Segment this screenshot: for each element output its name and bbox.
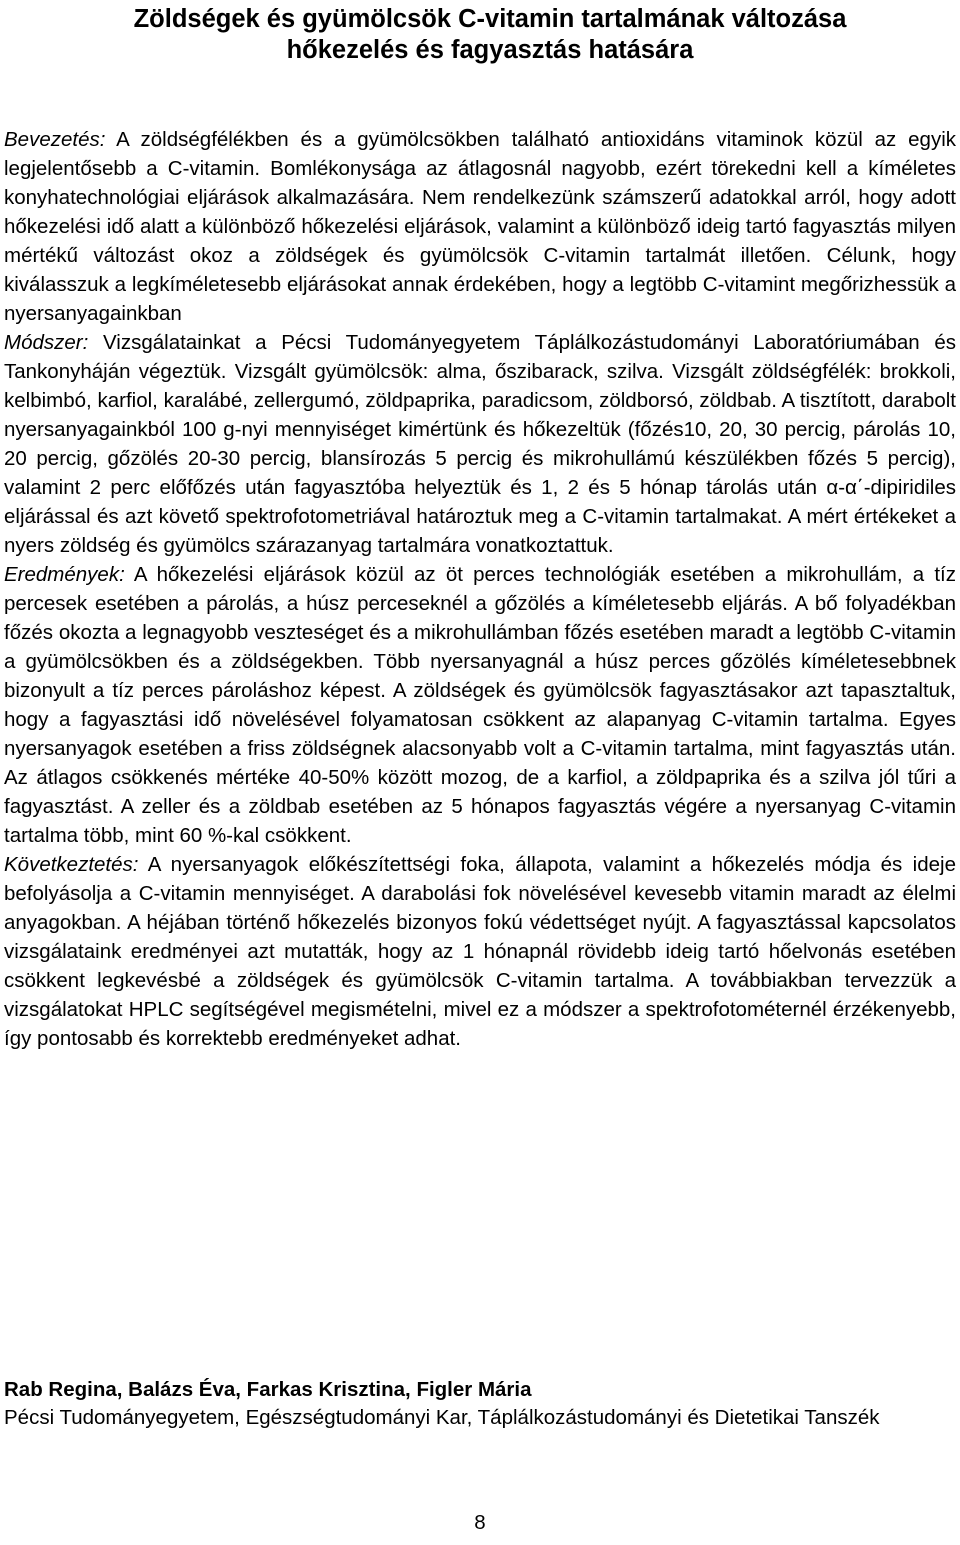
- title-line-2: hőkezelés és fagyasztás hatására: [286, 36, 694, 64]
- authors: Rab Regina, Balázs Éva, Farkas Krisztina, Figler Mária: [4, 1378, 532, 1401]
- conclusion-text: A nyersanyagok előkészítettségi foka, állapota, valamint a hőkezelés módja és ideje befolyásolja a C-vitamin mennyiséget. A darabolási fok növelésével kevesebb vitamin maradt az élelmi anyagokban. A héjában történő hőkezelés bizonyos fokú védettséget nyújt. A fagyasztással kapcsolatos vizsgálataink eredményei azt mutatták, hogy az 1 hónapnál rövidebb ideig tartó hőelvonás esetében csökkent legkevésbé a zöldségek és gyümölcsök C-vitamin tartalma. A továbbiakban tervezzük a vizsgálatokat HPLC segítségével megismételni, mivel ez a módszer a spektrofotométernél érzékenyebb, így pontosabb és korrektebb eredményeket adhat.: [4, 853, 956, 1050]
- method-text: Vizsgálatainkat a Pécsi Tudományegyetem Táplálkozástudományi Laboratóriumában és Tankonyháján végeztük. Vizsgált gyümölcsök: alma, őszibarack, szilva. Vizsgált zöldségfélék: brokkoli, kelbimbó, karfiol, karalábé, zellergumó, zöldpaprika, paradicsom, zöldborsó, zöldbab. A tisztított, darabolt nyersanyagainkból 100 g-nyi mennyiséget kimértünk és hőkezeltük (főzés10, 20, 30 percig, párolás 10, 20 percig, gőzölés 20-30 percig, blansírozás 5 percig és mikrohullámú készülékben főzés 5 percig), valamint 2 perc előfőzés után fagyasztóba helyeztük és 1, 2 és 5 hónap tárolás után α-α΄-dipiridiles eljárással és azt követő spektrofotometriával határoztuk meg a C-vitamin tartalmakat. A mért értékeket a nyers zöldség és gyümölcs szárazanyag tartalmára vonatkoztattuk.: [4, 331, 956, 557]
- abstract-body: [4, 125, 956, 1053]
- title-line-1: Zöldségek és gyümölcsök C-vitamin tartalmának változása: [133, 5, 847, 33]
- conclusion-label: Következtetés:: [4, 853, 139, 876]
- method-label: Módszer:: [4, 331, 89, 354]
- introduction-label: Bevezetés:: [4, 128, 106, 151]
- document-title: [50, 4, 930, 66]
- affiliation: Pécsi Tudományegyetem, Egészségtudományi Kar, Táplálkozástudományi és Dietetikai Tanszék: [4, 1406, 880, 1429]
- introduction-text: A zöldségfélékben és a gyümölcsökben található antioxidáns vitaminok közül az egyik legjelentősebb a C-vitamin. Bomlékonysága az átlagosnál nagyobb, ezért törekedni kell a kíméletes konyhatechnológiai eljárások alkalmazására. Nem rendelkezünk számszerű adatokkal arról, hogy adott hőkezelési idő alatt a különböző hőkezelési eljárások, valamint a különböző ideig tartó fagyasztás milyen mértékű változást okoz a zöldségek és gyümölcsök C-vitamin tartalmát illetően. Célunk, hogy kiválasszuk a legkíméletesebb eljárásokat annak érdekében, hogy a legtöbb C-vitamint megőrizhessük a nyersanyagainkban: [4, 128, 956, 325]
- results-text: A hőkezelési eljárások közül az öt perces technológiák esetében a mikrohullám, a tíz percesek esetében a párolás, a húsz perceseknél a gőzölés a kíméletesebb eljárás. A bő folyadékban főzés okozta a legnagyobb veszteséget és a mikrohullámban főzés esetében maradt a legtöbb C-vitamin a gyümölcsökben és a zöldségekben. Több nyersanyagnál a húsz perces gőzölés kíméletesebbnek bizonyult a tíz perces pároláshoz képest. A zöldségek és gyümölcsök fagyasztásakor azt tapasztaltuk, hogy a fagyasztási idő növelésével folyamatosan csökkent az alapanyag C-vitamin tartalma. Egyes nyersanyagok esetében a friss zöldségnek alacsonyabb volt a C-vitamin tartalma, mint fagyasztás után. Az átlagos csökkenés mértéke 40-50% között mozog, de a karfiol, a zöldpaprika és a szilva jól tűri a fagyasztást. A zeller és a zöldbab esetében az 5 hónapos fagyasztás végére a nyersanyag C-vitamin tartalma több, mint 60 %-kal csökkent.: [4, 563, 956, 847]
- results-label: Eredmények:: [4, 563, 125, 586]
- page-number: 8: [474, 1511, 486, 1534]
